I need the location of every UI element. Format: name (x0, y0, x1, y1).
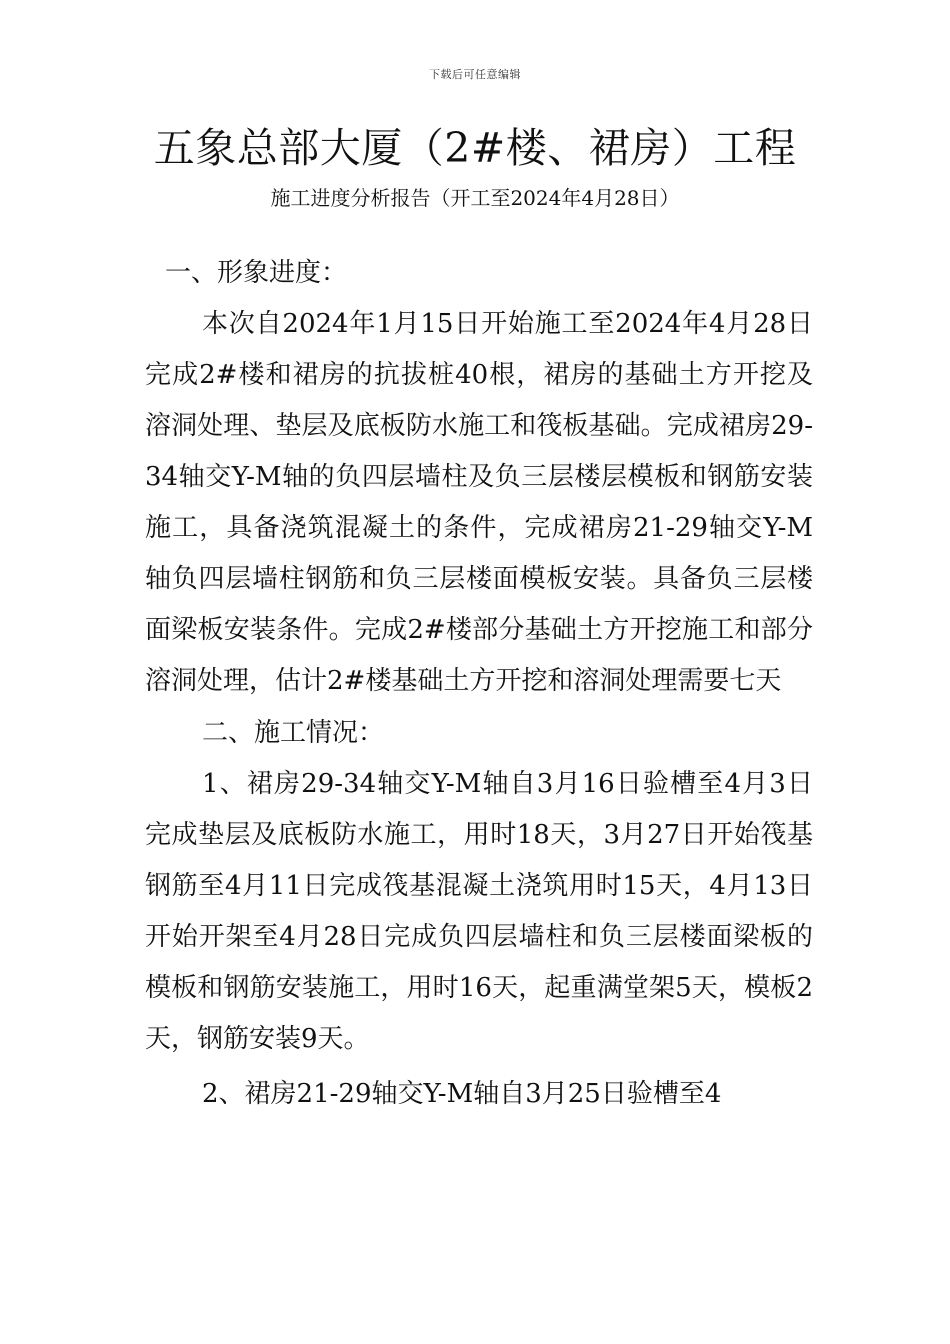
header-note: 下载后可任意编辑 (429, 68, 521, 81)
document-title: 五象总部大厦（2#楼、裙房）工程 (153, 124, 797, 172)
document-subtitle: 施工进度分析报告（开工至2024年4月28日） (270, 186, 680, 210)
document-body (145, 248, 813, 1120)
paragraph-progress: 本次自2024年1月15日开始施工至2024年4月28日完成2#楼和裙房的抗拔桩40根，裙房的基础土方开挖及溶洞处理、垫层及底板防水施工和筏板基础。完成裙房29-34轴交Y-M轴的负四层墙柱及负三层楼层模板和钢筋安装施工，具备浇筑混凝土的条件，完成裙房21-29轴交Y-M轴负四层墙柱钢筋和负三层楼面模板安装。具备负三层楼面梁板安装条件。完成2#楼部分基础土方开挖施工和部分溶洞处理，估计2#楼基础土方开挖和溶洞处理需要七天 (145, 309, 813, 696)
section-heading-progress: 一、形象进度： (165, 258, 348, 288)
paragraph-item-2: 2、裙房21-29轴交Y-M轴自3月25日验槽至4 (202, 1079, 722, 1109)
section-heading-construction: 二、施工情况： (202, 718, 385, 748)
paragraph-item-1: 1、裙房29-34轴交Y-M轴自3月16日验槽至4月3日完成垫层及底板防水施工，用时18天，3月27日开始筏基钢筋至4月11日完成筏基混凝土浇筑用时15天，4月13日开始开架至4月28日完成负四层墙柱和负三层楼面梁板的模板和钢筋安装施工，用时16天，起重满堂架5天，模板2天，钢筋安装9天。 (145, 769, 813, 1054)
